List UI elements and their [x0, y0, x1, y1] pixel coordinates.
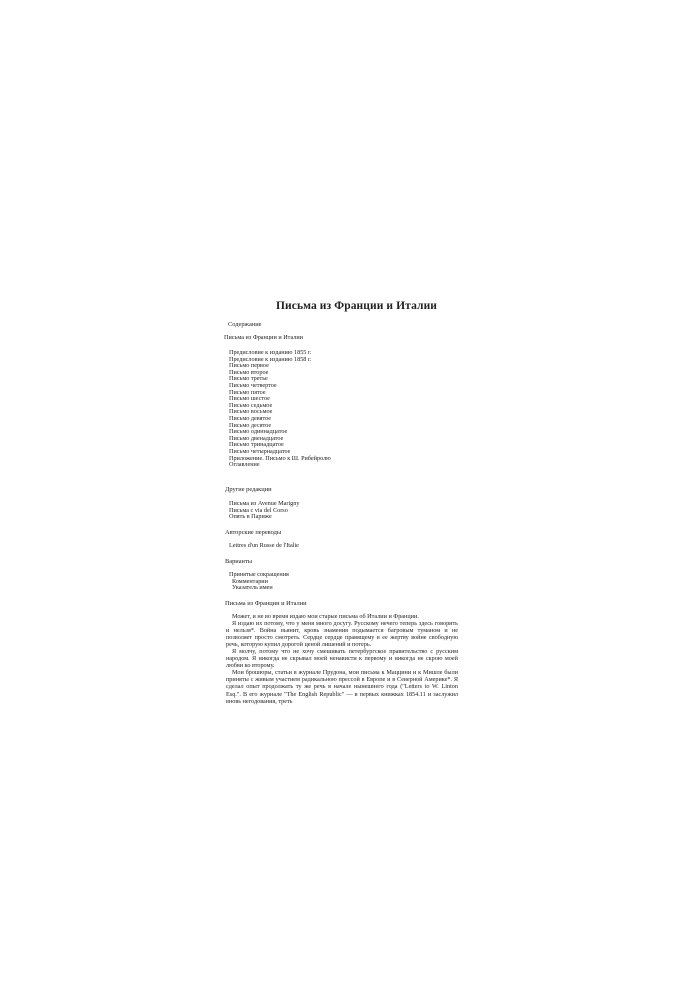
- toc-item[interactable]: Письмо четырнадцатое: [229, 448, 291, 455]
- toc-item[interactable]: Письмо девятое: [229, 415, 272, 422]
- toc-item[interactable]: Письмо второе: [229, 368, 269, 376]
- toc-item[interactable]: Предисловие к изданию 1858 г.: [229, 355, 312, 363]
- section-heading: Письма из Франции и Италии: [225, 600, 307, 607]
- variant-item[interactable]: Комментарии: [232, 577, 268, 585]
- toc-root-link[interactable]: Письма из Франции и Италии: [224, 334, 303, 341]
- toc-item[interactable]: Письмо восьмое: [229, 408, 273, 416]
- translations-heading: Авторские переводы: [225, 529, 282, 536]
- toc-item[interactable]: Предисловие к изданию 1855 г.: [229, 349, 312, 356]
- translation-item[interactable]: Lettres d'un Russe de l'Italie: [229, 542, 299, 549]
- toc-item[interactable]: Оглавление: [229, 461, 260, 469]
- toc-item[interactable]: Письмо шестое: [229, 395, 270, 403]
- paragraph: Может, и не во время издаю мои старые письма об Италии и Франции.: [232, 613, 419, 620]
- other-edition-item[interactable]: Опять в Париже: [229, 513, 272, 521]
- toc-item[interactable]: Письмо одиннадцатое: [229, 428, 288, 436]
- paragraph: Мои брошюры, статьи в журнале Прудона, мои письма к Маццини и к Мишле были приняты с живым участием радикальною прессой в Европе и в Северной Америке*. Я сделал опыт продолжать ту же речь в начале нынешнего года ("Letters to W. Linton Esq.". В его журнале "The English Republic" — в первых книжках 1854.11 и заслужил вновь негодования, треть: [226, 669, 458, 705]
- toc-item[interactable]: Письмо седьмое: [229, 401, 273, 409]
- other-edition-item[interactable]: Письма с via del Corso: [229, 506, 288, 514]
- toc-item[interactable]: Письмо тринадцатое: [229, 441, 284, 449]
- toc-item[interactable]: Письмо двенадцатое: [229, 434, 284, 442]
- other-editions-heading: Другие редакции: [225, 486, 272, 493]
- toc-item[interactable]: Письмо четвертое: [229, 382, 277, 389]
- toc-item[interactable]: Письмо третье: [229, 375, 268, 383]
- toc-item[interactable]: Письмо десятое: [229, 421, 272, 429]
- body-text: [226, 613, 458, 705]
- other-edition-item[interactable]: Письма из Avenue Marigny: [229, 500, 300, 507]
- paragraph: Я издаю их потому, что у меня много досугу. Русскому нечего теперь здесь говорить и нельзя*. Война пьянит, кровь знамения подымается багровым туманом и не позволяет просто смотреть. Сердце сердце правящему в ее жертву войне свободную речь, которую купил дорогой ценой лишений и потерь.: [226, 620, 458, 649]
- paragraph: Я молчу, потому что не хочу смешивать петербургское правительство с русским народом. Я никогда не скрывал моей ненависти к первому и никогда не скрою моей любви ко второму.: [226, 648, 458, 670]
- toc-item[interactable]: Письмо первое: [229, 362, 269, 370]
- page-title: Письма из Франции и Италии: [275, 300, 438, 312]
- variants-heading: Варианты: [225, 558, 253, 565]
- toc-item[interactable]: Письмо пятое: [229, 388, 266, 396]
- variant-item[interactable]: Принятые сокращения: [229, 571, 289, 578]
- variant-item[interactable]: Указатель имен: [232, 584, 273, 592]
- contents-heading: Содержание: [228, 321, 262, 328]
- toc-item[interactable]: Приложение. Письмо к Ш. Рибейролю: [229, 454, 331, 462]
